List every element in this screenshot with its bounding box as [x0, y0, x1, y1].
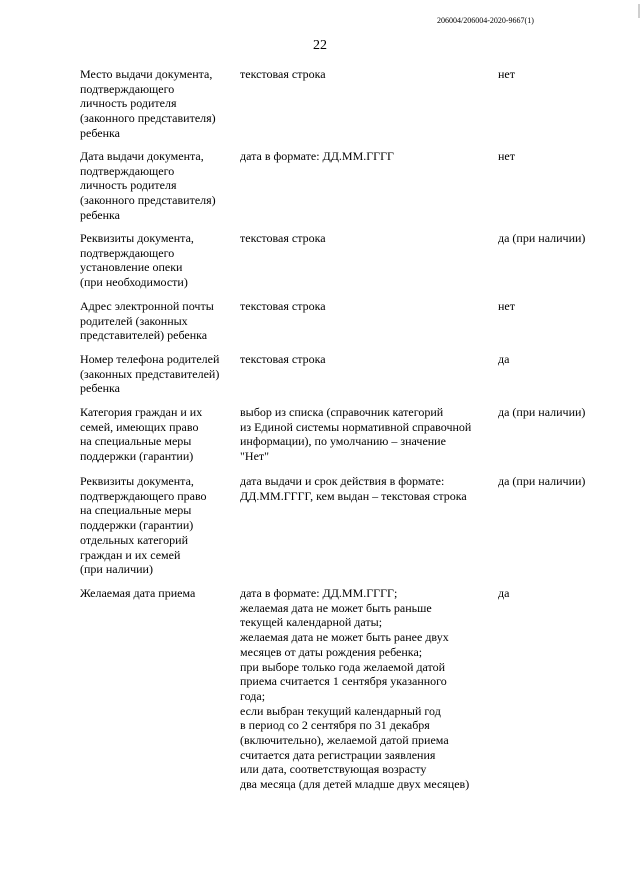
field-name-cell: Реквизиты документа, подтверждающего установление опеки (при необходимости) [80, 231, 194, 290]
format-cell: выбор из списка (справочник категорий из Единой системы нормативной справочной информации), по умолчанию – значение "Нет" [240, 405, 472, 464]
format-cell: дата в формате: ДД.ММ.ГГГГ [240, 149, 394, 163]
required-cell: нет [498, 299, 515, 313]
field-name-cell: Номер телефона родителей (законных представителей) ребенка [80, 352, 220, 396]
format-cell: дата в формате: ДД.ММ.ГГГГ; желаемая дата не может быть раньше текущей календарной даты; желаемая дата не может быть ранее двух месяцев от даты рождения ребенка; при выборе только года желаемой датой приема считается 1 сентября указанного года; если выбран текущий календарный год в период со 2 сентября по 31 декабря (включительно), желаемой датой приема считается дата регистрации заявления или дата, соответствующая возрасту два месяца (для детей младше двух месяцев) [240, 586, 470, 792]
format-cell: текстовая строка [240, 67, 326, 81]
required-cell: да (при наличии) [498, 474, 586, 488]
field-name-cell: Желаемая дата приема [80, 586, 196, 600]
document-id: 206004/206004-2020-9667(1) [437, 16, 534, 25]
required-cell: да [498, 352, 510, 366]
field-name-cell: Реквизиты документа, подтверждающего право на специальные меры поддержки (гарантии) отдельных категорий граждан и их семей (при наличии) [80, 474, 207, 577]
field-name-cell: Категория граждан и их семей, имеющих право на специальные меры поддержки (гарантии) [80, 405, 203, 464]
format-cell: дата выдачи и срок действия в формате: ДД.ММ.ГГГГ, кем выдан – текстовая строка [240, 474, 467, 503]
required-cell: нет [498, 67, 515, 81]
format-cell: текстовая строка [240, 231, 326, 245]
field-name-cell: Дата выдачи документа, подтверждающего личность родителя (законного представителя) ребенка [80, 149, 216, 222]
page-number: 22 [313, 38, 327, 53]
required-cell: да [498, 586, 510, 600]
format-cell: текстовая строка [240, 299, 326, 313]
field-name-cell: Адрес электронной почты родителей (законных представителей) ребенка [80, 299, 214, 343]
format-cell: текстовая строка [240, 352, 326, 366]
field-name-cell: Место выдачи документа, подтверждающего личность родителя (законного представителя) ребенка [80, 67, 216, 140]
required-cell: да (при наличии) [498, 231, 586, 245]
required-cell: нет [498, 149, 515, 163]
required-cell: да (при наличии) [498, 405, 586, 419]
